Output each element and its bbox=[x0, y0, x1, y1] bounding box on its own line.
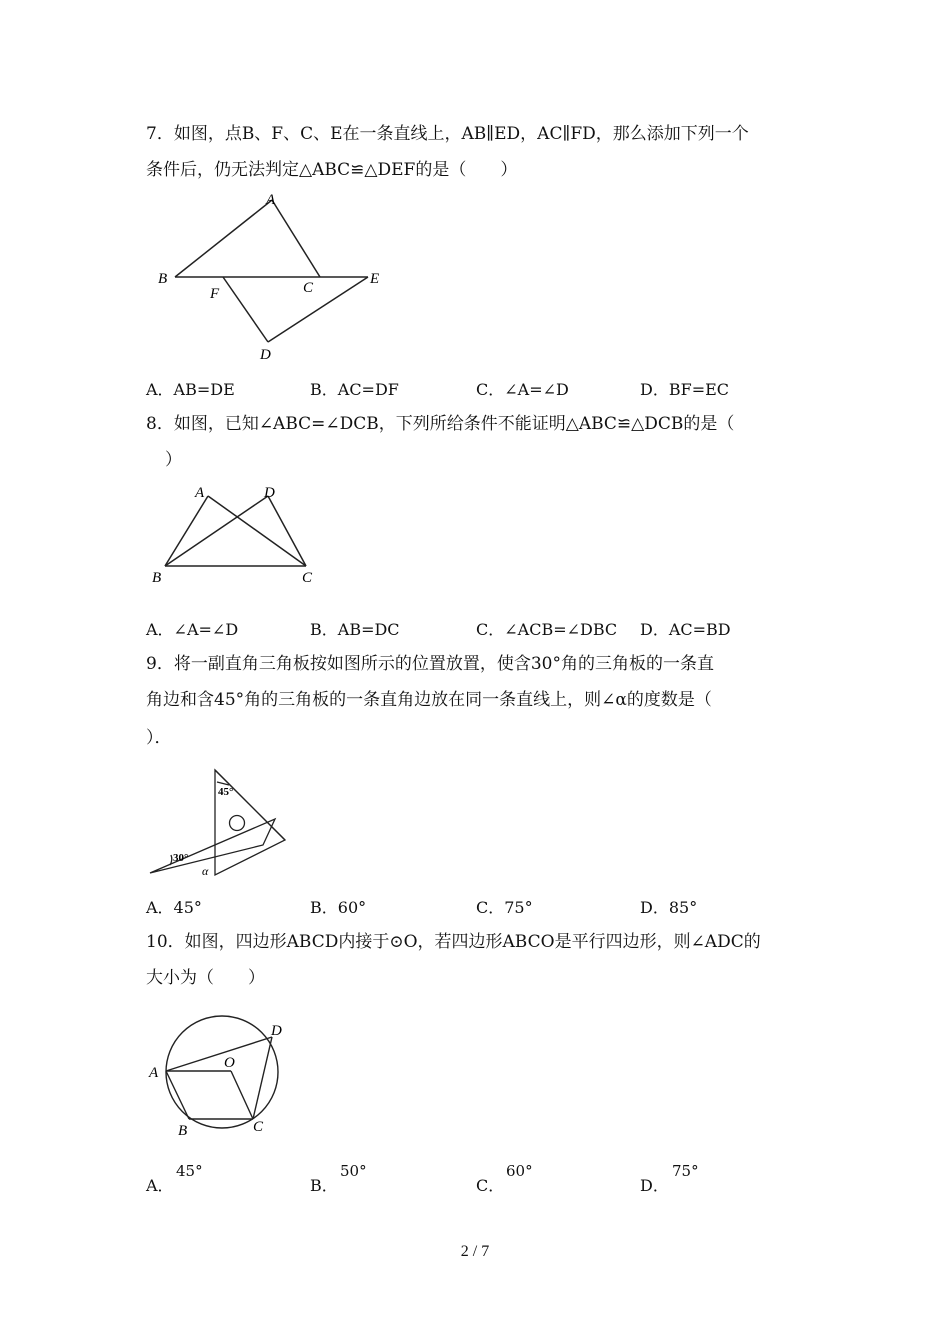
q10-option-d-letter: D． bbox=[640, 1176, 669, 1195]
q10-option-b-value: 50° bbox=[340, 1162, 367, 1180]
q10-option-c-value: 60° bbox=[506, 1162, 533, 1180]
q7-segment-de bbox=[268, 277, 368, 342]
q10-option-d-value: 75° bbox=[672, 1162, 699, 1180]
q9-figure bbox=[145, 765, 305, 885]
q7-option-c: C．∠A=∠D bbox=[476, 380, 569, 399]
q7-option-d: D．BF=EC bbox=[640, 380, 730, 399]
q10-option-a-value: 45° bbox=[176, 1162, 203, 1180]
q7-label-b: B bbox=[158, 271, 168, 287]
q10-circle bbox=[166, 1016, 278, 1128]
q9-option-c: C．75° bbox=[476, 898, 533, 917]
q9-text-line1: 9．将一副直角三角板按如图所示的位置放置，使含30°角的三角板的一条直 bbox=[146, 654, 714, 674]
q8-label-c: C bbox=[302, 570, 313, 586]
q8-label-b: B bbox=[152, 570, 162, 586]
q9-label-30: 30° bbox=[173, 852, 189, 864]
q10-label-b: B bbox=[178, 1123, 188, 1139]
q9-text-line3: ）． bbox=[146, 728, 172, 748]
q10-segment-oc bbox=[231, 1071, 253, 1119]
q7-label-a: A bbox=[266, 192, 276, 208]
q8-option-d: D．AC=BD bbox=[640, 620, 731, 639]
q10-text-line1: 10．如图，四边形ABCD内接于⊙O，若四边形ABCO是平行四边形，则∠ADC的 bbox=[146, 932, 761, 952]
q9-triangle-hole bbox=[230, 816, 245, 831]
q8-segment-cd bbox=[268, 496, 306, 566]
q9-label-45: 45° bbox=[218, 786, 234, 798]
q10-option-a-letter: A． bbox=[146, 1176, 174, 1195]
q10-option-b-letter: B． bbox=[310, 1176, 338, 1195]
q7-text-line1: 7．如图，点B、F、C、E在一条直线上，AB∥ED，AC∥FD，那么添加下列一个 bbox=[146, 124, 749, 144]
q10-option-c-letter: C． bbox=[476, 1176, 505, 1195]
q7-option-a: A．AB=DE bbox=[146, 380, 235, 399]
page-number: 2 / 7 bbox=[460, 1243, 490, 1260]
q8-segment-ba bbox=[165, 496, 208, 566]
q9-text-line2: 角边和含45°角的三角板的一条直角边放在同一条直线上，则∠α的度数是（ bbox=[146, 690, 712, 710]
q10-segment-dc bbox=[253, 1037, 272, 1119]
q7-segment-ba bbox=[175, 200, 272, 277]
q8-label-d: D bbox=[264, 485, 275, 501]
q9-option-b: B．60° bbox=[310, 898, 367, 917]
q8-segment-db bbox=[165, 496, 268, 566]
q7-text-line2: 条件后，仍无法判定△ABC≌△DEF的是（ ） bbox=[146, 160, 518, 180]
q8-text-line2: ） bbox=[165, 450, 182, 470]
q7-segment-ac bbox=[272, 200, 320, 277]
q7-segment-fd bbox=[223, 277, 268, 342]
q8-label-a: A bbox=[195, 485, 205, 501]
q10-text-line2: 大小为（ ） bbox=[146, 968, 265, 988]
q8-option-b: B．AB=DC bbox=[310, 620, 400, 639]
q7-label-e: E bbox=[370, 271, 380, 287]
q10-segment-ad bbox=[166, 1037, 272, 1071]
q9-option-d: D．85° bbox=[640, 898, 698, 917]
q10-label-o: O bbox=[224, 1055, 235, 1071]
q10-label-c: C bbox=[253, 1119, 264, 1135]
q8-option-a: A．∠A=∠D bbox=[146, 620, 239, 639]
q7-label-f: F bbox=[210, 286, 220, 302]
q10-label-a: A bbox=[149, 1065, 159, 1081]
q8-text-line1: 8．如图，已知∠ABC=∠DCB，下列所给条件不能证明△ABC≌△DCB的是（ bbox=[146, 414, 735, 434]
q8-figure bbox=[150, 480, 340, 590]
q10-figure bbox=[145, 1015, 305, 1140]
q8-segment-ac bbox=[208, 496, 306, 566]
q7-label-d: D bbox=[260, 347, 271, 363]
q9-label-alpha: α bbox=[202, 864, 209, 878]
q10-label-d: D bbox=[271, 1023, 282, 1039]
q7-figure bbox=[150, 190, 390, 363]
q7-option-b: B．AC=DF bbox=[310, 380, 399, 399]
q10-segment-ab bbox=[166, 1071, 189, 1119]
q7-label-c: C bbox=[303, 280, 314, 296]
q8-option-c: C．∠ACB=∠DBC bbox=[476, 620, 618, 639]
q9-triangle-30 bbox=[150, 819, 275, 873]
q9-option-a: A．45° bbox=[146, 898, 202, 917]
